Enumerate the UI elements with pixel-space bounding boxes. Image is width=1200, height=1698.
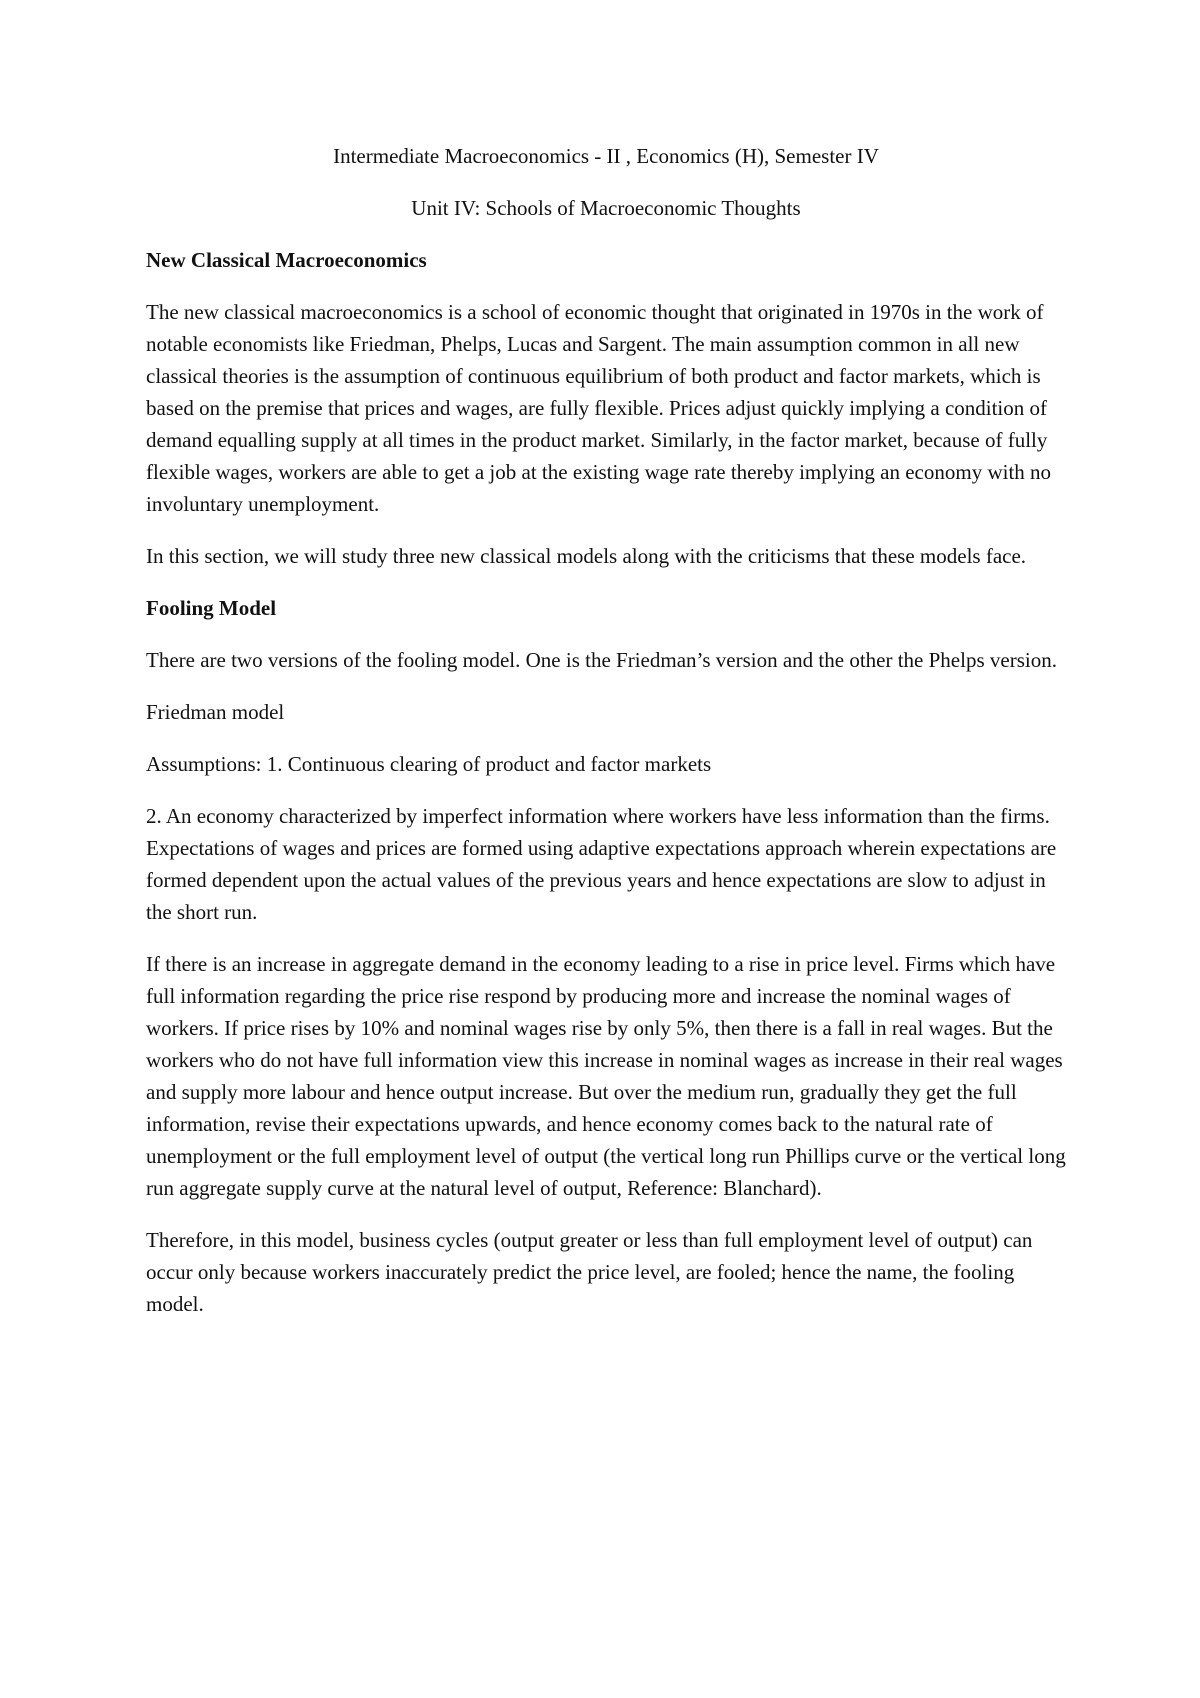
course-title: Intermediate Macroeconomics - II , Economics (H), Semester IV <box>333 144 879 168</box>
paragraph: Friedman model <box>146 700 285 724</box>
paragraph: Assumptions: 1. Continuous clearing of product and factor markets <box>146 752 712 776</box>
paragraph: If there is an increase in aggregate demand in the economy leading to a rise in price level. Firms which have full information regarding the price rise respond by producing more and increase the nominal wages of workers. If price rises by 10% and nominal wages rise by only 5%, then there is a fall in real wages. But the workers who do not have full information view this increase in nominal wages as increase in their real wages and supply more labour and hence output increase. But over the medium run, gradually they get the full information, revise their expectations upwards, and hence economy comes back to the natural rate of unemployment or the full employment level of output (the vertical long run Phillips curve or the vertical long run aggregate supply curve at the natural level of output, Reference: Blanchard). <box>146 952 1066 1200</box>
paragraph: Therefore, in this model, business cycles (output greater or less than full employment level of output) can occur only because workers inaccurately predict the price level, are fooled; hence the name, the fooling model. <box>146 1228 1033 1316</box>
paragraph: There are two versions of the fooling model. One is the Friedman’s version and the other the Phelps version. <box>146 648 1057 672</box>
subsection-heading: Fooling Model <box>146 596 277 620</box>
section-heading: New Classical Macroeconomics <box>146 248 427 272</box>
unit-title: Unit IV: Schools of Macroeconomic Thoughts <box>411 196 801 220</box>
paragraph: The new classical macroeconomics is a school of economic thought that originated in 1970s in the work of notable economists like Friedman, Phelps, Lucas and Sargent. The main assumption common in all new classical theories is the assumption of continuous equilibrium of both product and factor markets, which is based on the premise that prices and wages, are fully flexible. Prices adjust quickly implying a condition of demand equalling supply at all times in the product market. Similarly, in the factor market, because of fully flexible wages, workers are able to get a job at the existing wage rate thereby implying an economy with no involuntary unemployment. <box>146 300 1052 516</box>
paragraph: In this section, we will study three new classical models along with the criticisms that these models face. <box>146 544 1027 568</box>
document-body <box>146 140 1066 1340</box>
paragraph: 2. An economy characterized by imperfect information where workers have less information than the firms. Expectations of wages and prices are formed using adaptive expectations approach wherein expectations are formed dependent upon the actual values of the previous years and hence expectations are slow to adjust in the short run. <box>146 804 1057 924</box>
